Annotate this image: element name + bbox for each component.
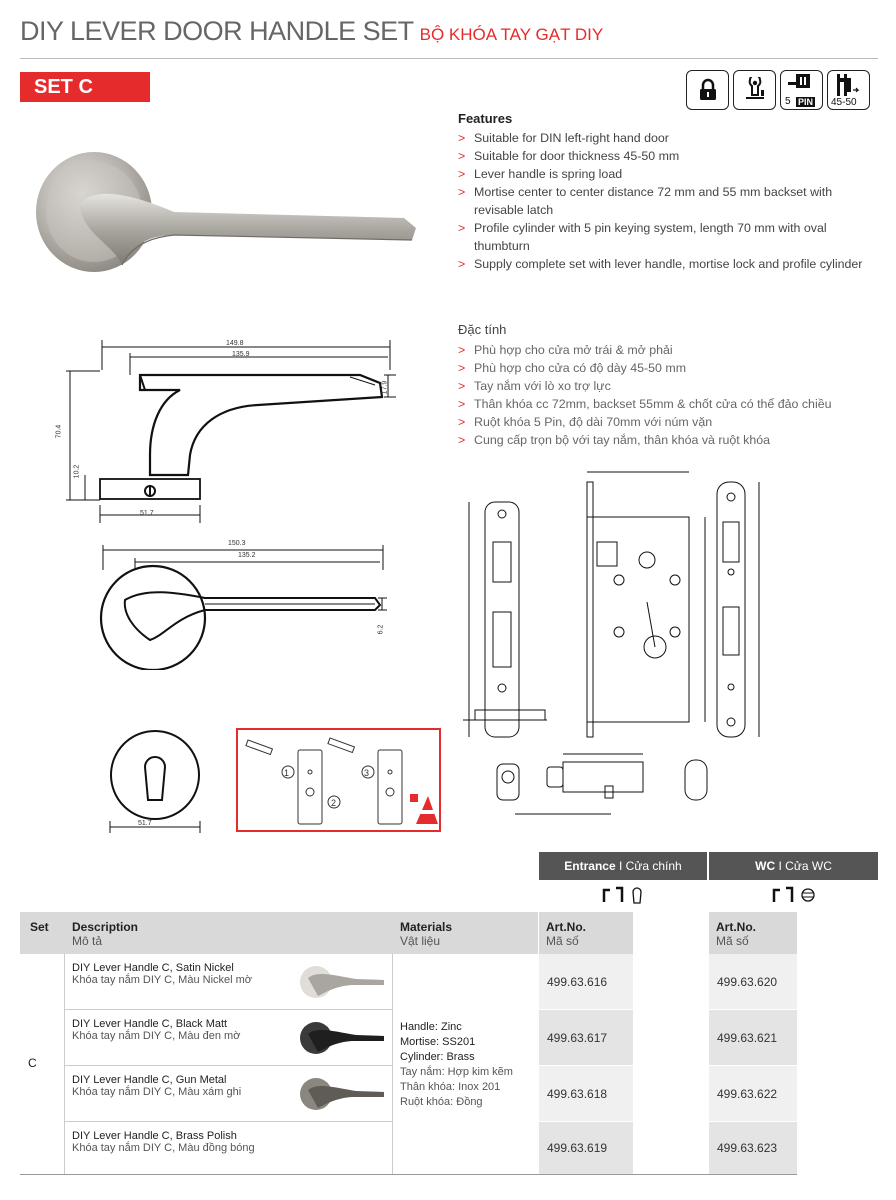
svg-text:1: 1 [284,768,290,778]
materials-cell [400,1020,513,1110]
feature-item: > Suitable for DIN left-right hand door [458,129,878,147]
feature-item: > Lever handle is spring load [458,165,878,183]
thickness-label: 45-50 [831,97,857,108]
material-vi-item: Ruột khóa: Đồng [400,1096,483,1108]
table-divider [392,954,393,1174]
row-name-vi: Khóa tay nắm DIY C, Màu đen mờ [72,1030,241,1042]
table-row [72,1130,255,1154]
wc-header: WC I Cửa WC [709,852,878,880]
svg-text:2: 2 [331,798,337,808]
dim-side-h1: 70.4 [55,424,63,439]
thumbturn-icon [800,886,816,904]
art-wc: 499.63.621 [709,1010,797,1065]
material-item: Cylinder: Brass [400,1051,475,1063]
art-entrance: 499.63.617 [539,1010,633,1065]
feature-item: > Suitable for door thickness 45-50 mm [458,147,878,165]
lever-icon [772,886,794,904]
feature-vi-item: > Tay nắm với lò xo trợ lực [458,377,878,395]
material-item: Mortise: SS201 [400,1036,476,1048]
row-divider [64,1121,392,1122]
installation-steps-drawing [238,730,439,830]
finish-thumb-gun-metal [296,1074,388,1114]
art-entrance: 499.63.618 [539,1066,633,1121]
col-desc-en: Description [72,920,139,934]
pin-number: 5 [785,96,791,107]
row-name: DIY Lever Handle C, Satin Nickel [72,962,234,974]
feature-vi-item: > Phù hợp cho cửa mở trái & mở phải [458,341,878,359]
entrance-icons [539,880,707,910]
dim-escutcheon: 51.7 [138,820,152,827]
material-vi-item: Thân khóa: Inox 201 [400,1081,501,1093]
dim-top-h: 6.2 [377,624,385,635]
row-name: DIY Lever Handle C, Gun Metal [72,1074,227,1086]
features-heading: Features [458,111,513,126]
feature-vi-item: > Cung cấp trọn bộ với tay nắm, thân khóa và ruột khóa [458,431,878,449]
art-wc: 499.63.620 [709,954,797,1009]
entrance-header: Entrance I Cửa chính [539,852,707,880]
row-divider [64,1009,392,1010]
title-en: DIY LEVER DOOR HANDLE SET [20,16,414,46]
art-wc: 499.63.623 [709,1122,797,1174]
art-entrance: 499.63.616 [539,954,633,1009]
side-view-drawing [60,335,400,525]
table-row [72,1074,241,1098]
row-name: DIY Lever Handle C, Black Matt [72,1018,228,1030]
escutcheon-drawing [100,725,220,835]
entrance-label-vi: Cửa chính [625,859,682,873]
wc-label: WC [755,859,776,873]
col-desc-vi: Mô tả [72,934,103,948]
table-row [72,1018,240,1042]
feature-item: > Profile cylinder with 5 pin keying system, length 70 mm with oval thumbturn [458,219,878,255]
wc-icons [709,880,878,910]
col-set: Set [30,920,49,934]
set-badge: SET C [20,72,150,102]
col-art-vi: Mã số [716,934,749,948]
feature-vi-item: > Ruột khóa 5 Pin, độ dài 70mm với núm vặn [458,413,878,431]
row-divider [64,1065,392,1066]
door-thickness-icon [827,70,870,110]
cylinder-icon [733,70,776,110]
col-art-en: Art.No. [546,920,586,934]
pin-cylinder-icon [780,70,823,110]
entrance-label: Entrance [564,859,616,873]
dim-top-w1: 150.3 [228,540,246,547]
col-art-wc [716,920,756,948]
col-art-entrance [546,920,586,948]
feature-vi-item: > Phù hợp cho cửa có độ dày 45-50 mm [458,359,878,377]
dim-top-w2: 135.2 [238,552,256,559]
installation-diagram [236,728,441,832]
handle-photo [34,150,424,290]
art-wc: 499.63.622 [709,1066,797,1121]
dim-side-w1: 149.8 [226,340,244,347]
row-name-vi: Khóa tay nắm DIY C, Màu xám ghi [72,1086,242,1098]
material-item: Handle: Zinc [400,1021,462,1033]
row-name-vi: Khóa tay nắm DIY C, Màu đồng bóng [72,1142,255,1154]
col-mat-vi: Vật liệu [400,934,441,948]
finish-thumb-black-matt [296,1018,388,1058]
dim-side-h2: 10.2 [73,464,81,479]
row-name-vi: Khóa tay nắm DIY C, Màu Nickel mờ [72,974,253,986]
set-value: C [28,1056,37,1070]
material-vi-item: Tay nắm: Hợp kim kẽm [400,1066,513,1078]
table-divider [64,954,65,1174]
col-art-vi: Mã số [546,934,579,948]
row-name: DIY Lever Handle C, Brass Polish [72,1130,237,1142]
dim-side-rose: 51.7 [140,510,154,517]
table-row [72,962,252,986]
features-list [458,129,878,273]
svg-text:3: 3 [364,768,370,778]
col-description [72,920,138,948]
art-entrance: 499.63.619 [539,1122,633,1174]
feature-item: > Mortise center to center distance 72 mm and 55 mm backset with revisable latch [458,183,878,219]
dim-side-w2: 135.9 [232,351,250,358]
title-divider [20,58,878,59]
page-title [20,16,603,47]
dim-side-h3: 17.9 [381,380,389,395]
feature-item: > Supply complete set with lever handle, mortise lock and profile cylinder [458,255,878,273]
col-mat-en: Materials [400,920,453,934]
finish-thumb-satin-nickel [296,962,388,1002]
pin-label: PIN [798,97,814,107]
mortise-lock-drawing [455,462,780,842]
top-view-drawing [95,540,395,670]
title-vi: BỘ KHÓA TAY GẠT DIY [419,25,604,44]
lock-icon [686,70,729,110]
lever-icon [602,886,624,904]
wc-label-vi: Cửa WC [785,859,832,873]
keyhole-icon [630,885,644,905]
col-art-en: Art.No. [716,920,756,934]
features-vi-list [458,341,878,449]
feature-vi-item: > Thân khóa cc 72mm, backset 55mm & chốt cửa có thể đảo chiều [458,395,878,413]
features-vi-heading: Đặc tính [458,322,507,337]
col-materials [400,920,452,948]
feature-icons [686,70,870,110]
